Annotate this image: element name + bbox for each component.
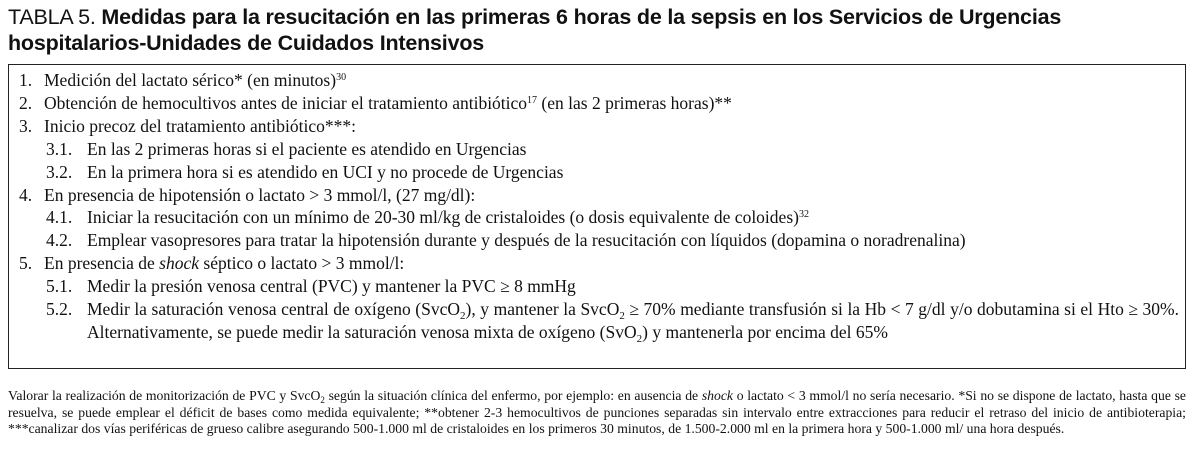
list-item: [19, 184, 1179, 207]
table-footnote: [8, 388, 1186, 438]
sub-list-item: [19, 298, 1179, 344]
table-box: [8, 64, 1186, 369]
footnote-text: según la situación clínica del enfermo, por ejemplo: en ausencia de: [324, 388, 702, 403]
item-number: 4.1.: [46, 207, 73, 228]
item-text: Medir la presión venosa central (PVC) y mantener la PVC ≥ 8 mmHg: [87, 276, 576, 297]
item-text-part: ) y mantenerla por encima del 65%: [642, 321, 888, 342]
item-text: [87, 298, 1179, 344]
sub-list-item: [19, 138, 1179, 161]
item-number: 5.2.: [46, 299, 73, 320]
item-number: 5.1.: [46, 276, 73, 297]
item-number: 4.: [19, 184, 33, 205]
reference-superscript: 17: [527, 94, 538, 106]
item-text-main: Iniciar la resucitación con un mínimo de 20-30 ml/kg de cristaloides (o dosis equivalente de coloides): [87, 207, 799, 228]
list-item: [19, 92, 1179, 115]
reference-superscript: 30: [336, 72, 347, 83]
subscript: 2: [320, 395, 325, 405]
item-text-part: ≥ 70% mediante transfusión si la Hb < 7 g/dl y/o dobutamina si el Hto ≥ 30%. Alternativamente, se puede medir la saturación venosa mixta de oxígeno (SvO: [87, 299, 1180, 342]
sub-list-item: [19, 275, 1179, 298]
sub-list-item: [19, 161, 1179, 184]
item-number: 3.2.: [46, 161, 73, 182]
item-number: 3.: [19, 115, 33, 136]
table-title: [8, 4, 1188, 56]
item-text-part: Medir la saturación venosa central de oxígeno (SvcO: [87, 299, 461, 320]
item-text: Inicio precoz del tratamiento antibiótico***:: [44, 115, 356, 136]
list-item: [19, 115, 1179, 138]
item-text: [87, 206, 809, 229]
table-title-text: Medidas para la resucitación en las primeras 6 horas de la sepsis en los Servicios de Urgencias hospitalarios-Unidades de Cuidados Intensivos: [8, 5, 1062, 55]
table-label: TABLA 5.: [8, 5, 96, 29]
item-number: 2.: [19, 92, 33, 113]
item-number: 5.: [19, 253, 33, 274]
item-text: En las 2 primeras horas si el paciente es atendido en Urgencias: [87, 138, 527, 159]
item-text-italic: shock: [159, 253, 200, 274]
subscript: 2: [460, 310, 466, 323]
item-text-tail: séptico o lactato > 3 mmol/l:: [199, 253, 405, 274]
list-item: [19, 69, 1179, 92]
item-text-tail: (en las 2 primeras horas)**: [537, 92, 732, 113]
subscript: 2: [636, 332, 643, 345]
item-text: [44, 92, 732, 115]
item-text: [44, 69, 346, 92]
footnote-text: Valorar la realización de monitorización de PVC y SvcO: [8, 388, 321, 403]
subscript: 2: [619, 310, 625, 323]
item-text: [44, 252, 404, 275]
sub-list-item: [19, 229, 1179, 252]
item-number: 1.: [19, 70, 33, 90]
item-number: 4.2.: [46, 230, 73, 251]
footnote-text: o lactato < 3 mmol/l no sería necesario. *Si no se dispone de lactato, hasta que se resuelva, se puede emplear el déficit de bases como medida equivalente; **obtener 2-3 hemocultivos de punciones separadas sin intervalo entre extracciones para reducir el retraso del inicio de antibioterapia; ***canalizar dos vías periféricas de grueso calibre asegurando 500-1.000 ml de cristaloides en los primeros 30 minutos, de 1.500-2.000 ml en la primera hora y 500-1.000 ml/ una hora después.: [8, 388, 1186, 436]
item-number: 3.1.: [46, 138, 73, 159]
item-text-part: ), y mantener la SvcO: [465, 299, 620, 320]
item-text-main: Medición del lactato sérico* (en minutos): [44, 70, 337, 90]
item-text: Emplear vasopresores para tratar la hipotensión durante y después de la resucitación con líquidos (dopamina o noradrenalina): [87, 230, 966, 251]
item-text-main: En presencia de: [44, 253, 160, 274]
list-item: [19, 252, 1179, 275]
item-text: En la primera hora si es atendido en UCI y no procede de Urgencias: [87, 161, 564, 182]
reference-superscript: 32: [798, 209, 809, 221]
measures-list: [19, 69, 1179, 344]
sub-list-item: [19, 206, 1179, 229]
item-text: En presencia de hipotensión o lactato > 3 mmol/l, (27 mg/dl):: [44, 184, 476, 205]
footnote-italic: shock: [701, 388, 733, 403]
item-text-main: Obtención de hemocultivos antes de iniciar el tratamiento antibiótico: [44, 92, 528, 113]
